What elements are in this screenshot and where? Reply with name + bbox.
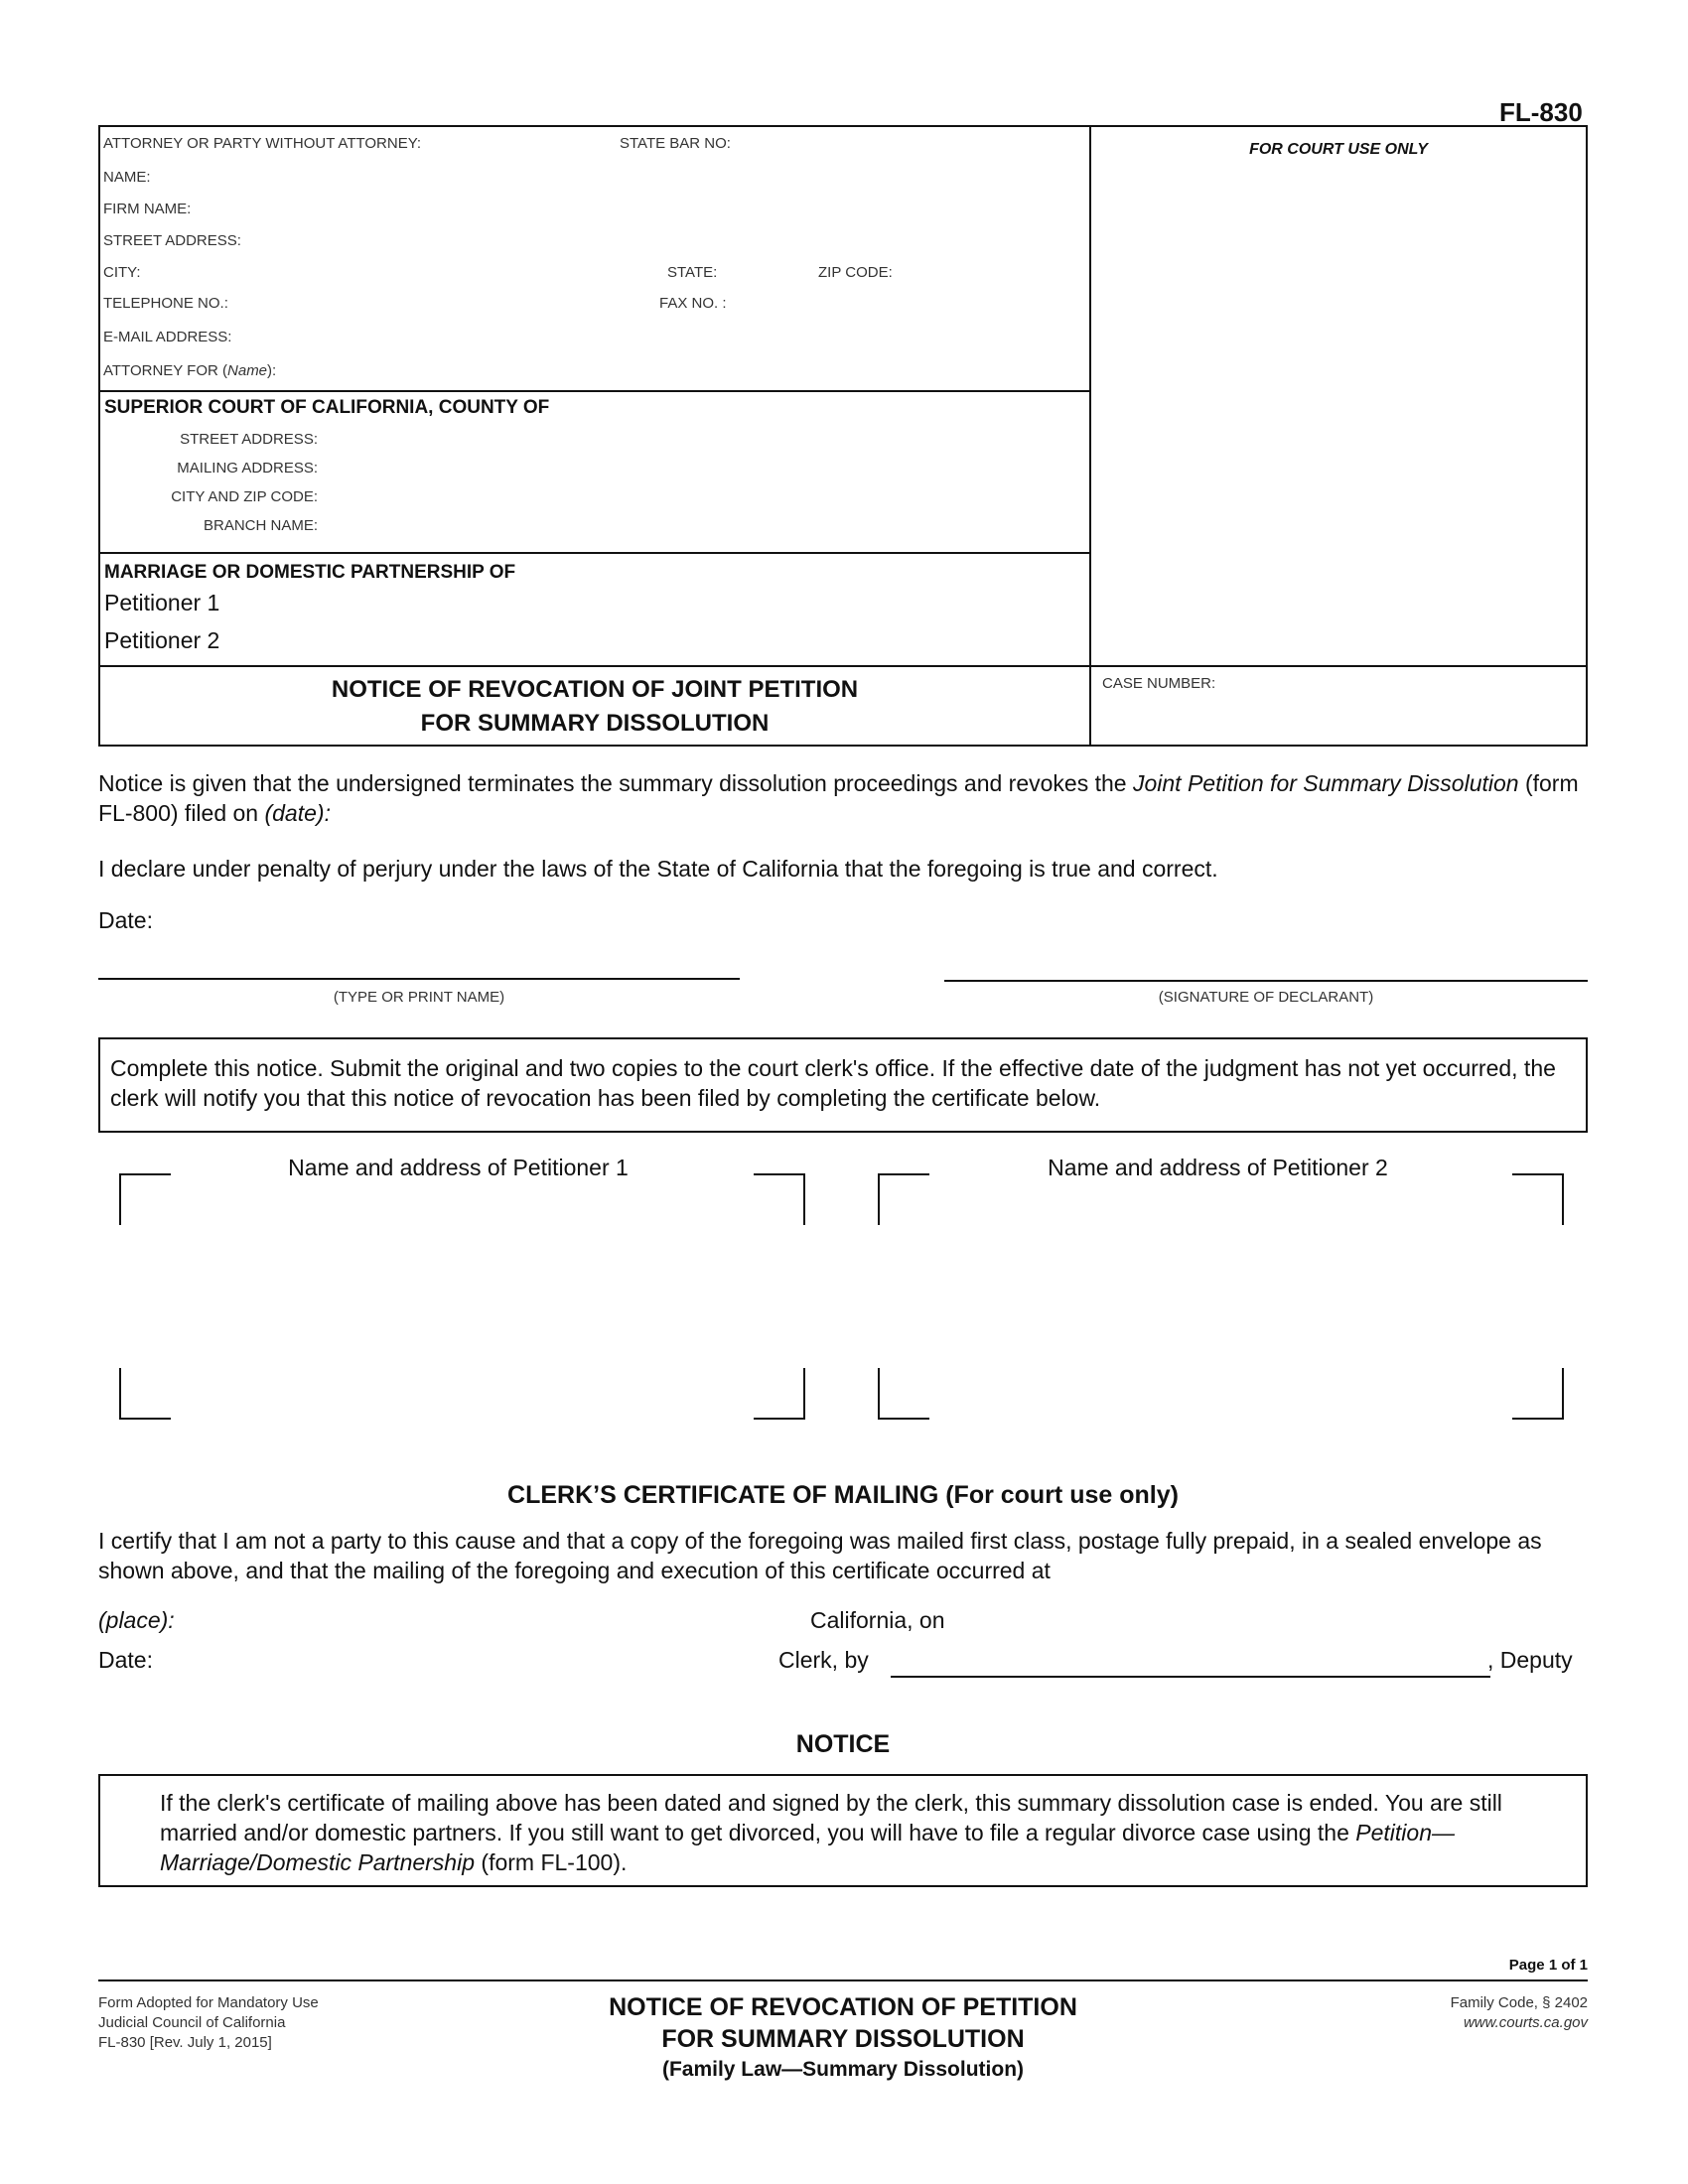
telephone-label: TELEPHONE NO.: — [103, 295, 228, 312]
california-on-label: California, on — [810, 1607, 945, 1633]
city-label: CITY: — [103, 264, 141, 281]
zip-label: ZIP CODE: — [818, 264, 893, 281]
fax-label: FAX NO. : — [659, 295, 727, 312]
address-1-bracket-bottom-left — [119, 1368, 171, 1420]
address-1-bracket-bottom-right — [754, 1368, 805, 1420]
street-address-label: STREET ADDRESS: — [103, 232, 241, 249]
caption-divider-2 — [98, 552, 1091, 554]
marriage-title: MARRIAGE OR DOMESTIC PARTNERSHIP OF — [104, 562, 516, 583]
petitioner-1-label: Petitioner 1 — [104, 590, 220, 615]
address-2-bracket-bottom-right — [1512, 1368, 1564, 1420]
caption-divider-1 — [98, 390, 1091, 392]
footer-title-line1: NOTICE OF REVOCATION OF PETITION — [609, 1993, 1077, 2021]
adopted-line-1: Form Adopted for Mandatory Use — [98, 1994, 319, 2011]
state-label: STATE: — [667, 264, 718, 281]
form-number: FL-830 — [1499, 97, 1583, 127]
petitioner-1-address-label: Name and address of Petitioner 1 — [288, 1155, 629, 1180]
form-title-line1: NOTICE OF REVOCATION OF JOINT PETITION — [331, 676, 859, 703]
deputy-label: , Deputy — [1487, 1647, 1573, 1673]
court-use-label: FOR COURT USE ONLY — [1249, 141, 1428, 158]
declaration-statement: I declare under penalty of perjury under the laws of the State of California that the foregoing is true and correct. — [98, 856, 1218, 882]
form-title — [98, 673, 1091, 741]
notice-title: NOTICE — [795, 1730, 891, 1758]
court-branch-label: BRANCH NAME: — [203, 517, 318, 534]
case-number-label: CASE NUMBER: — [1102, 675, 1216, 692]
declaration-date-label: Date: — [98, 907, 153, 933]
name-label: NAME: — [103, 169, 151, 186]
attorney-for-label: ATTORNEY FOR (Name): — [103, 362, 277, 379]
attorney-label: ATTORNEY OR PARTY WITHOUT ATTORNEY: — [103, 135, 422, 152]
notice-text: If the clerk's certificate of mailing above has been dated and signed by the clerk, this summary dissolution case is ended. You are still married and/or domestic partners. If you still want to get divorced, you will have to file a regular divorce case using the Petition—Marriage/Domestic Partnership (form FL-100). — [160, 1790, 1502, 1875]
clerk-certificate-title: CLERK’S CERTIFICATE OF MAILING (For court use only) — [507, 1481, 1179, 1509]
address-2-bracket-top-left — [878, 1173, 929, 1225]
caption-right-box — [1089, 125, 1588, 747]
footer-right-block — [1291, 1993, 1588, 2033]
family-code: Family Code, § 2402 — [1450, 1994, 1588, 2011]
footer-title-line2: FOR SUMMARY DISSOLUTION — [661, 2025, 1025, 2053]
footer-rule — [98, 1979, 1588, 1981]
notice-statement: Notice is given that the undersigned terminates the summary dissolution proceedings and revokes the Joint Petition for Summary Dissolution (form FL-800) filed on (date): — [98, 770, 1579, 826]
signature-line[interactable] — [944, 980, 1588, 982]
email-label: E-MAIL ADDRESS: — [103, 329, 232, 345]
address-2-bracket-top-right — [1512, 1173, 1564, 1225]
place-label: (place): — [98, 1607, 175, 1633]
print-name-label: (TYPE OR PRINT NAME) — [333, 989, 505, 1006]
caption-divider-3 — [98, 665, 1588, 667]
petitioner-2-address-label: Name and address of Petitioner 2 — [1048, 1155, 1388, 1180]
court-title: SUPERIOR COURT OF CALIFORNIA, COUNTY OF — [104, 397, 550, 418]
adopted-block — [98, 1993, 319, 2053]
address-1-bracket-top-right — [754, 1173, 805, 1225]
footer-subtitle: (Family Law—Summary Dissolution) — [661, 2058, 1025, 2081]
clerk-by-label: Clerk, by — [778, 1647, 869, 1673]
clerk-certify-text: I certify that I am not a party to this cause and that a copy of the foregoing was mailed first class, postage fully prepaid, in a sealed envelope as shown above, and that the mailing of the foregoing and execution of this certificate occurred at — [98, 1528, 1542, 1583]
state-bar-label: STATE BAR NO: — [620, 135, 731, 152]
adopted-line-3: FL-830 [Rev. July 1, 2015] — [98, 2034, 272, 2051]
clerk-signature-line[interactable] — [891, 1676, 1490, 1678]
court-mailing-label: MAILING ADDRESS: — [177, 460, 318, 477]
court-city-label: CITY AND ZIP CODE: — [171, 488, 318, 505]
page-number: Page 1 of 1 — [1508, 1957, 1588, 1974]
footer-title — [495, 1991, 1191, 2085]
signature-label: (SIGNATURE OF DECLARANT) — [1158, 989, 1374, 1006]
courts-website[interactable]: www.courts.ca.gov — [1463, 2014, 1588, 2031]
petitioner-2-label: Petitioner 2 — [104, 627, 220, 653]
notice-box — [98, 1774, 1588, 1887]
address-2-bracket-bottom-left — [878, 1368, 929, 1420]
clerk-date-label: Date: — [98, 1647, 153, 1673]
court-street-label: STREET ADDRESS: — [180, 431, 318, 448]
print-name-line[interactable] — [98, 978, 740, 980]
address-1-bracket-top-left — [119, 1173, 171, 1225]
adopted-line-2: Judicial Council of California — [98, 2014, 286, 2031]
instructions-text: Complete this notice. Submit the original and two copies to the court clerk's office. If the effective date of the judgment has not yet occurred, the clerk will notify you that this notice of revocation has been filed by completing the certificate below. — [110, 1055, 1556, 1111]
form-title-line2: FOR SUMMARY DISSOLUTION — [420, 710, 770, 737]
firm-name-label: FIRM NAME: — [103, 201, 192, 217]
instructions-box — [98, 1037, 1588, 1133]
